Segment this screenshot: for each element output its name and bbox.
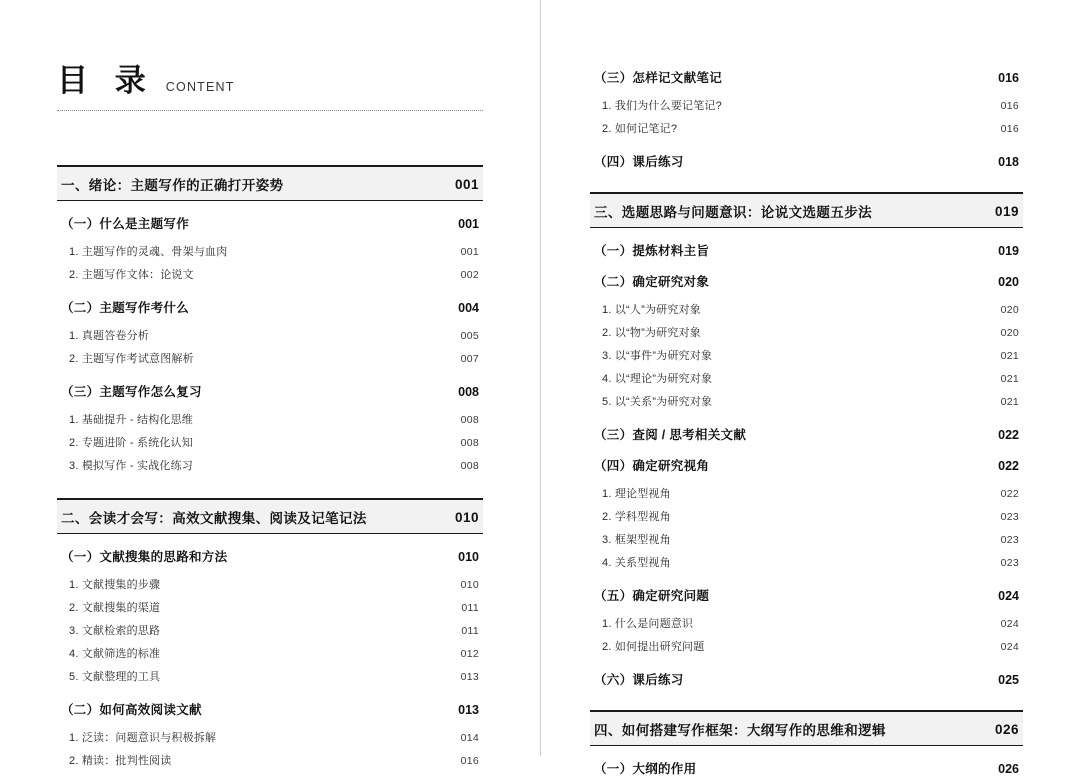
toc-right-entries xyxy=(590,68,1023,777)
sub-entry-page-number: 016 xyxy=(460,754,479,767)
sub-entry-row[interactable] xyxy=(69,664,479,687)
sub-entry-row[interactable] xyxy=(69,572,479,595)
sub-entry-page-number: 002 xyxy=(460,268,479,281)
sub-entry-title: 4. 关系型视角 xyxy=(602,556,671,569)
sub-entry-page-number: 011 xyxy=(461,601,479,614)
page-title xyxy=(57,55,483,100)
sub-entry-row[interactable] xyxy=(69,430,479,453)
section-page-number: 022 xyxy=(998,428,1019,442)
sub-entry-title: 1. 文献搜集的步骤 xyxy=(69,578,161,591)
section-title: （四）课后练习 xyxy=(594,155,684,169)
chapter-row[interactable] xyxy=(57,165,483,201)
chapter-row[interactable] xyxy=(590,710,1023,746)
sub-entry-title: 2. 文献搜集的渠道 xyxy=(69,601,161,614)
section-page-number: 019 xyxy=(998,244,1019,258)
section-row[interactable] xyxy=(594,152,1019,170)
section-row[interactable] xyxy=(594,241,1019,259)
sub-entry-page-number: 023 xyxy=(1000,533,1019,546)
section-page-number: 024 xyxy=(998,589,1019,603)
section-page-number: 016 xyxy=(998,71,1019,85)
sub-entry-row[interactable] xyxy=(69,262,479,285)
section-title: （三）怎样记文献笔记 xyxy=(594,71,723,85)
title-divider xyxy=(57,110,483,111)
sub-entry-row[interactable] xyxy=(69,323,479,346)
toc-left-entries xyxy=(57,165,483,771)
sub-entry-title: 2. 学科型视角 xyxy=(602,510,671,523)
sub-entry-row[interactable] xyxy=(69,453,479,476)
sub-entry-title: 5. 以“关系”为研究对象 xyxy=(602,395,713,408)
sub-entry-row[interactable] xyxy=(602,634,1019,657)
sub-entry-title: 1. 泛读：问题意识与积极拆解 xyxy=(69,731,217,744)
section-title: （一）什么是主题写作 xyxy=(61,217,190,231)
section-row[interactable] xyxy=(594,272,1019,290)
sub-entry-title: 5. 文献整理的工具 xyxy=(69,670,161,683)
sub-entry-title: 2. 如何提出研究问题 xyxy=(602,640,705,653)
sub-entry-title: 1. 我们为什么要记笔记? xyxy=(602,99,722,112)
section-row[interactable] xyxy=(594,759,1019,777)
section-title: （一）大纲的作用 xyxy=(594,762,697,776)
section-row[interactable] xyxy=(61,382,479,400)
chapter-title: 三、选题思路与问题意识：论说文选题五步法 xyxy=(594,205,872,220)
sub-entry-row[interactable] xyxy=(602,320,1019,343)
section-row[interactable] xyxy=(594,68,1019,86)
chapter-page-number: 026 xyxy=(994,721,1019,737)
sub-entry-page-number: 013 xyxy=(460,670,479,683)
sub-entry-page-number: 020 xyxy=(1000,326,1019,339)
sub-entry-row[interactable] xyxy=(69,595,479,618)
chapter-row[interactable] xyxy=(57,498,483,534)
sub-entry-title: 1. 什么是问题意识 xyxy=(602,617,694,630)
sub-entry-page-number: 022 xyxy=(1000,487,1019,500)
section-title: （六）课后练习 xyxy=(594,673,684,687)
sub-entry-title: 3. 模拟写作 - 实战化练习 xyxy=(69,459,194,472)
sub-entry-row[interactable] xyxy=(602,343,1019,366)
sub-entry-row[interactable] xyxy=(602,297,1019,320)
section-page-number: 025 xyxy=(998,673,1019,687)
sub-entry-title: 2. 专题进阶 - 系统化认知 xyxy=(69,436,194,449)
sub-entry-page-number: 024 xyxy=(1000,617,1019,630)
sub-entry-row[interactable] xyxy=(602,527,1019,550)
sub-entry-page-number: 020 xyxy=(1000,303,1019,316)
sub-entry-row[interactable] xyxy=(69,346,479,369)
sub-entry-title: 2. 主题写作考试意图解析 xyxy=(69,352,194,365)
section-row[interactable] xyxy=(594,425,1019,443)
sub-entry-page-number: 021 xyxy=(1000,372,1019,385)
section-row[interactable] xyxy=(594,586,1019,604)
section-page-number: 022 xyxy=(998,459,1019,473)
section-title: （二）主题写作考什么 xyxy=(61,301,190,315)
sub-entry-page-number: 001 xyxy=(460,245,479,258)
sub-entry-title: 2. 以“物”为研究对象 xyxy=(602,326,701,339)
sub-entry-title: 3. 文献检索的思路 xyxy=(69,624,161,637)
sub-entry-page-number: 008 xyxy=(460,413,479,426)
chapter-page-number: 019 xyxy=(994,203,1019,219)
chapter-page-number: 010 xyxy=(454,509,479,525)
sub-entry-page-number: 007 xyxy=(460,352,479,365)
sub-entry-page-number: 024 xyxy=(1000,640,1019,653)
sub-entry-page-number: 016 xyxy=(1000,122,1019,135)
sub-entry-row[interactable] xyxy=(69,748,479,771)
section-row[interactable] xyxy=(61,700,479,718)
sub-entry-page-number: 008 xyxy=(460,436,479,449)
sub-entry-title: 3. 框架型视角 xyxy=(602,533,671,546)
toc-title-cn: 目 录 xyxy=(57,63,154,99)
sub-entry-row[interactable] xyxy=(602,116,1019,139)
chapter-page-number: 001 xyxy=(454,176,479,192)
sub-entry-page-number: 016 xyxy=(1000,99,1019,112)
sub-entry-row[interactable] xyxy=(602,389,1019,412)
section-row[interactable] xyxy=(594,456,1019,474)
toc-left-column xyxy=(0,0,540,767)
chapter-title: 一、绪论：主题写作的正确打开姿势 xyxy=(61,178,284,193)
section-page-number: 013 xyxy=(458,703,479,717)
sub-entry-row[interactable] xyxy=(602,366,1019,389)
sub-entry-row[interactable] xyxy=(69,725,479,748)
sub-entry-page-number: 010 xyxy=(460,578,479,591)
section-row[interactable] xyxy=(61,214,479,232)
sub-entry-page-number: 021 xyxy=(1000,395,1019,408)
sub-entry-title: 2. 如何记笔记? xyxy=(602,122,678,135)
sub-entry-title: 2. 精读：批判性阅读 xyxy=(69,754,172,767)
sub-entry-title: 1. 真题答卷分析 xyxy=(69,329,150,342)
sub-entry-title: 4. 文献筛选的标准 xyxy=(69,647,161,660)
section-page-number: 004 xyxy=(458,301,479,315)
sub-entry-page-number: 023 xyxy=(1000,510,1019,523)
section-page-number: 001 xyxy=(458,217,479,231)
section-title: （一）提炼材料主旨 xyxy=(594,244,710,258)
section-title: （三）主题写作怎么复习 xyxy=(61,385,202,399)
chapter-row[interactable] xyxy=(590,192,1023,228)
sub-entry-row[interactable] xyxy=(602,481,1019,504)
sub-entry-row[interactable] xyxy=(602,504,1019,527)
sub-entry-title: 1. 以“人”为研究对象 xyxy=(602,303,701,316)
sub-entry-title: 1. 主题写作的灵魂、骨架与血肉 xyxy=(69,245,228,258)
sub-entry-row[interactable] xyxy=(69,407,479,430)
sub-entry-page-number: 011 xyxy=(461,624,479,637)
sub-entry-page-number: 005 xyxy=(460,329,479,342)
section-title: （二）确定研究对象 xyxy=(594,275,710,289)
sub-entry-row[interactable] xyxy=(602,550,1019,573)
sub-entry-page-number: 023 xyxy=(1000,556,1019,569)
section-page-number: 008 xyxy=(458,385,479,399)
section-page-number: 018 xyxy=(998,155,1019,169)
chapter-title: 二、会读才会写：高效文献搜集、阅读及记笔记法 xyxy=(61,511,367,526)
toc-right-column xyxy=(540,0,1080,776)
sub-entry-title: 2. 主题写作文体：论说文 xyxy=(69,268,194,281)
chapter-title: 四、如何搭建写作框架：大纲写作的思维和逻辑 xyxy=(594,723,886,738)
sub-entry-row[interactable] xyxy=(69,239,479,262)
section-row[interactable] xyxy=(61,298,479,316)
section-title: （五）确定研究问题 xyxy=(594,589,710,603)
sub-entry-row[interactable] xyxy=(602,93,1019,116)
sub-entry-title: 4. 以“理论”为研究对象 xyxy=(602,372,713,385)
sub-entry-page-number: 021 xyxy=(1000,349,1019,362)
section-title: （一）文献搜集的思路和方法 xyxy=(61,550,228,564)
sub-entry-title: 1. 理论型视角 xyxy=(602,487,671,500)
sub-entry-row[interactable] xyxy=(69,618,479,641)
section-page-number: 010 xyxy=(458,550,479,564)
section-title: （四）确定研究视角 xyxy=(594,459,710,473)
sub-entry-row[interactable] xyxy=(602,611,1019,634)
section-page-number: 020 xyxy=(998,275,1019,289)
sub-entry-page-number: 014 xyxy=(460,731,479,744)
sub-entry-page-number: 008 xyxy=(460,459,479,472)
section-row[interactable] xyxy=(594,670,1019,688)
sub-entry-title: 1. 基础提升 - 结构化思维 xyxy=(69,413,194,426)
section-page-number: 026 xyxy=(998,762,1019,776)
section-title: （三）查阅 / 思考相关文献 xyxy=(594,428,747,442)
toc-title-en: CONTENT xyxy=(165,80,235,94)
sub-entry-row[interactable] xyxy=(69,641,479,664)
section-row[interactable] xyxy=(61,547,479,565)
section-title: （二）如何高效阅读文献 xyxy=(61,703,202,717)
sub-entry-page-number: 012 xyxy=(460,647,479,660)
sub-entry-title: 3. 以“事件”为研究对象 xyxy=(602,349,713,362)
